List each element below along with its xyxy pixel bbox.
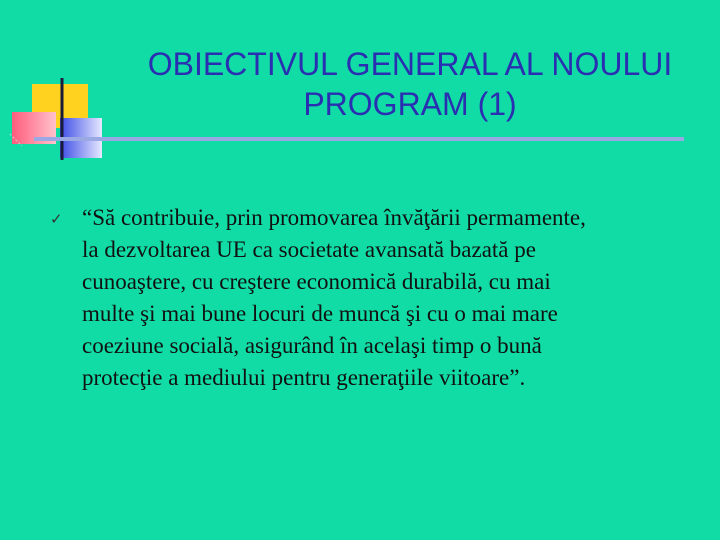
body-line: protecţie a mediului pentru generaţiile viitoare”. xyxy=(82,365,526,390)
body-line: “Să contribuie, prin promovarea învăţării permamente, xyxy=(82,205,586,230)
title-line: OBIECTIVUL GENERAL AL NOULUI xyxy=(147,46,673,82)
body-line: la dezvoltarea UE ca societate avansată bazată pe xyxy=(82,237,536,262)
bullet-text xyxy=(82,202,712,394)
body-line: cunoaştere, cu creştere economică durabilă, cu mai xyxy=(82,269,551,294)
title-divider xyxy=(34,137,684,141)
body-line: multe şi mai bune locuri de muncă şi cu o mai mare xyxy=(82,301,558,326)
decorative-squares-logo xyxy=(0,0,110,170)
slide-title xyxy=(110,44,710,124)
body-line: coeziune socială, asigurând în acelaşi timp o bună xyxy=(82,333,542,358)
checkmark-icon: ✓ xyxy=(50,210,63,228)
title-line: PROGRAM (1) xyxy=(303,86,517,122)
